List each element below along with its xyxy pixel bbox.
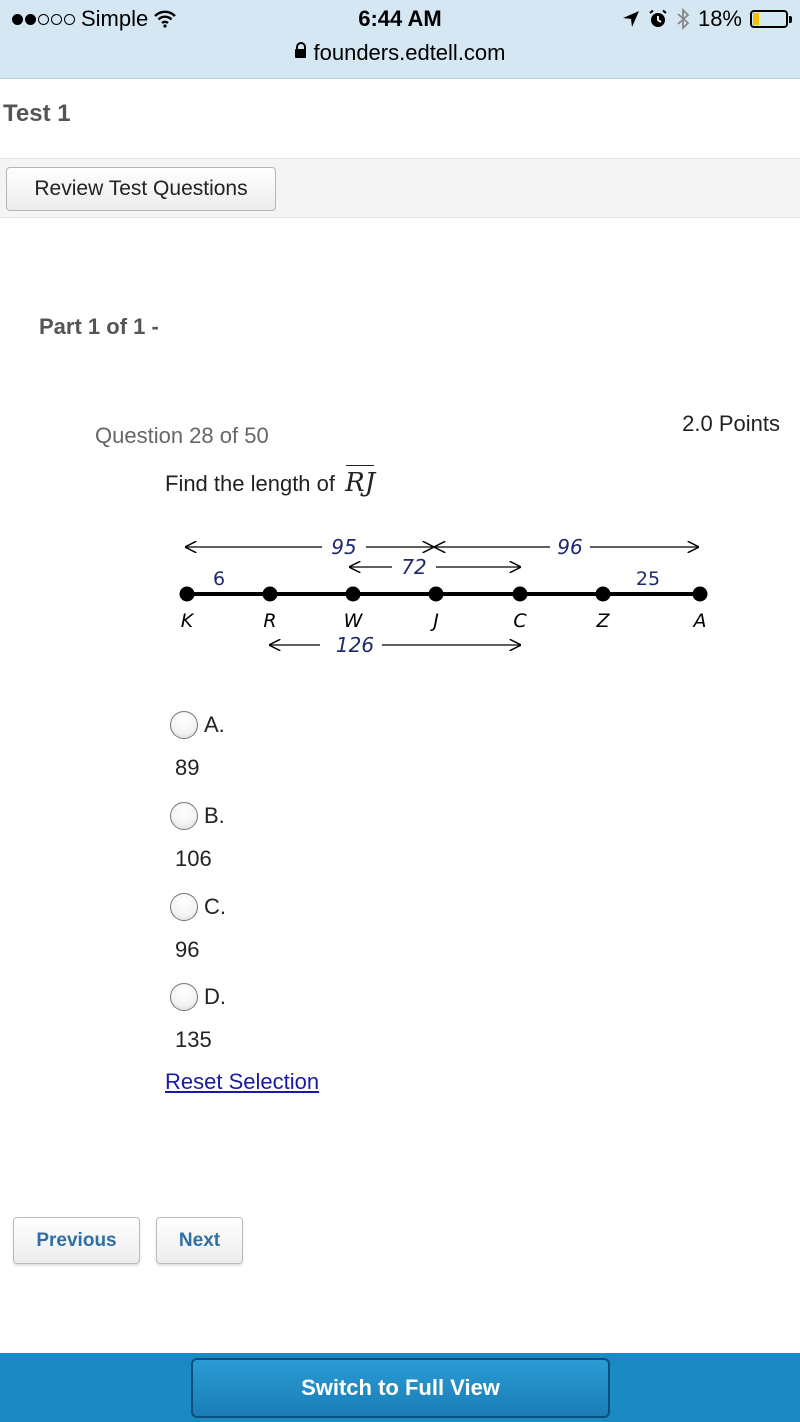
alarm-icon — [648, 9, 668, 29]
choice-value-b: 106 — [175, 846, 212, 871]
label-95: 95 — [331, 535, 357, 559]
choice-d[interactable] — [170, 983, 226, 1011]
point-label-j: J — [433, 610, 439, 632]
point-a — [693, 587, 708, 602]
point-z — [596, 587, 611, 602]
prompt-text: Find the length of — [165, 471, 336, 496]
choice-letter-a: A. — [204, 712, 225, 737]
label-96: 96 — [557, 535, 583, 559]
question-number: Question 28 of 50 — [95, 423, 269, 448]
choice-letter-c: C. — [204, 894, 226, 919]
reset-selection-link[interactable]: Reset Selection — [165, 1069, 320, 1094]
next-button[interactable]: Next — [156, 1217, 243, 1264]
url-text: founders.edtell.com — [313, 40, 506, 65]
segment-name: RJ — [345, 468, 376, 498]
battery-icon — [750, 10, 788, 28]
point-c — [513, 587, 528, 602]
radio-button-a[interactable] — [170, 711, 198, 739]
location-arrow-icon — [622, 10, 640, 28]
battery-percent: 18% — [697, 6, 742, 31]
point-k — [180, 587, 195, 602]
point-label-c: C — [513, 610, 527, 632]
label-6: 6 — [212, 568, 226, 590]
radio-button-c[interactable] — [170, 893, 198, 921]
question-points: 2.0 Points — [682, 411, 780, 436]
lock-icon — [295, 49, 306, 58]
choice-b[interactable] — [170, 802, 225, 830]
number-line-diagram — [170, 528, 730, 663]
point-label-k: K — [180, 610, 194, 632]
page-title: Test 1 — [3, 100, 71, 127]
point-label-w: W — [343, 610, 363, 632]
label-72: 72 — [401, 555, 427, 579]
choice-value-c: 96 — [175, 937, 200, 962]
choice-letter-d: D. — [204, 984, 226, 1009]
choice-value-d: 135 — [175, 1027, 212, 1052]
radio-button-b[interactable] — [170, 802, 198, 830]
point-r — [263, 587, 278, 602]
point-label-r: R — [263, 610, 277, 632]
point-label-z: Z — [596, 610, 610, 632]
part-label: Part 1 of 1 - — [39, 314, 159, 339]
label-126: 126 — [335, 633, 375, 657]
choice-a[interactable] — [170, 711, 225, 739]
browser-header — [0, 0, 800, 79]
carrier-name: Simple — [81, 6, 149, 31]
radio-button-d[interactable] — [170, 983, 198, 1011]
label-25: 25 — [635, 568, 661, 590]
point-j — [429, 587, 444, 602]
status-indicators — [622, 6, 788, 32]
point-w — [346, 587, 361, 602]
choice-c[interactable] — [170, 893, 226, 921]
switch-to-full-view-button[interactable]: Switch to Full View — [191, 1358, 610, 1418]
question-prompt — [165, 468, 375, 498]
choice-letter-b: B. — [204, 803, 225, 828]
previous-button[interactable]: Previous — [13, 1217, 140, 1264]
bluetooth-icon — [676, 8, 690, 30]
address-bar[interactable] — [0, 40, 800, 66]
review-test-questions-button[interactable]: Review Test Questions — [6, 167, 276, 211]
status-time: 6:44 AM — [358, 6, 442, 31]
point-label-a: A — [693, 610, 707, 632]
choice-value-a: 89 — [175, 755, 200, 780]
